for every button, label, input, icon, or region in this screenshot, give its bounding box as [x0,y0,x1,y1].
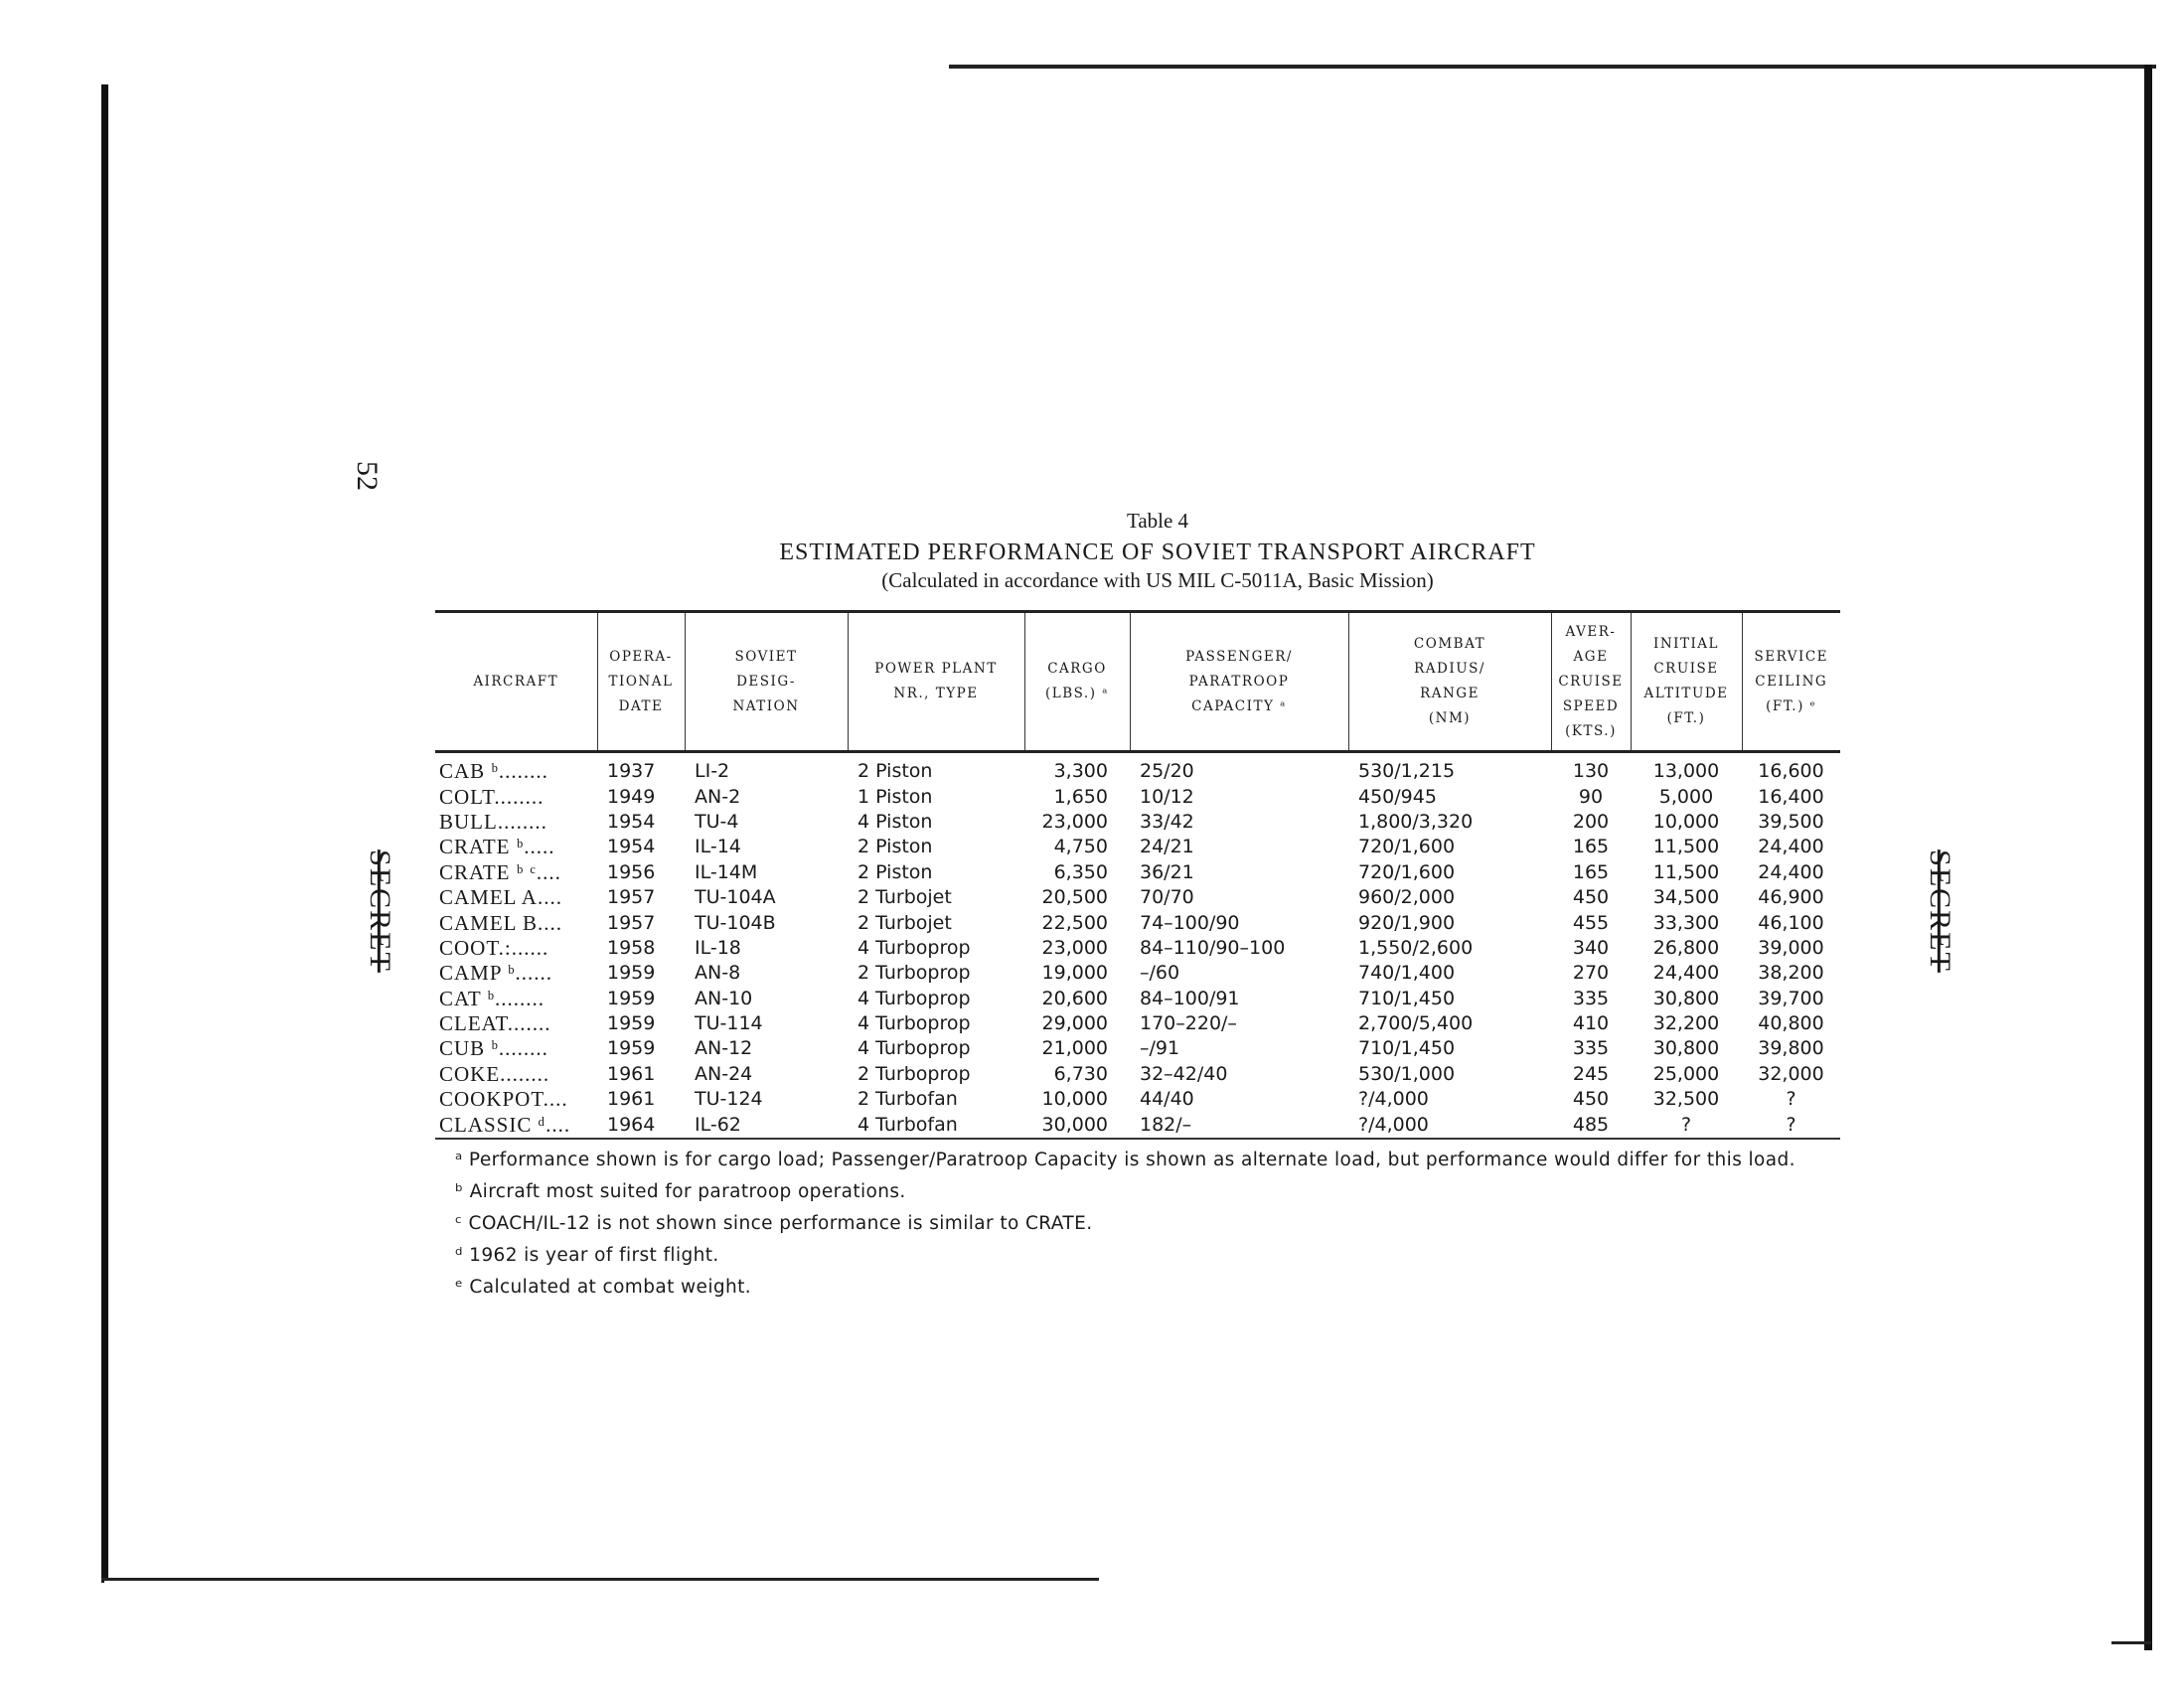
table-cell: 165 [1572,860,1610,883]
table-cell: TU-4 [695,810,739,833]
table-cell: ? [1631,1112,1742,1138]
table-cell: 710/1,450 [1358,987,1456,1009]
table-cell: 4 Turboprop [858,1012,971,1035]
table-row [435,784,1840,809]
footnote: ᵇ Aircraft most suited for paratroop operations. [455,1181,906,1202]
table-cell: 410 [1572,1012,1610,1035]
table-cell: 2 Piston [858,860,933,883]
table-cell: 2 Turboprop [858,1062,971,1085]
table-cell: 450 [1572,1088,1610,1111]
page-frame-bottom [101,1578,1099,1581]
table-cell: TU-104A [695,886,776,909]
table-cell: 1,800/3,320 [1358,810,1474,833]
table-title-block [696,509,1620,593]
table-cell: AN-2 [695,785,741,808]
table-cell: 450 [1572,886,1610,909]
table-cell: AN-8 [695,962,741,985]
table-cell: 1956 [607,860,656,883]
table-cell: –/60 [1140,962,1180,985]
table-cell: 1958 [607,936,656,959]
table-cell: CAMEL B.... [439,910,562,935]
table-cell: 20,600 [1041,987,1108,1009]
page-frame-bottom-right [2111,1641,2151,1644]
table-cell: TU-104B [695,911,776,934]
table-cell: 34,500 [1652,886,1720,909]
table-cell: 720/1,600 [1358,836,1456,858]
classification-marking-left: SECRET [363,849,396,973]
table-cell: CAMP ᵇ...... [439,961,552,986]
table-cell: 23,000 [1041,810,1108,833]
table-cell: ? [1742,1112,1840,1138]
table-cell: 22,500 [1041,911,1108,934]
table-cell: 25,000 [1652,1062,1720,1085]
table-cell: 46,900 [1758,886,1824,909]
table-row [435,860,1840,885]
table-cell: 24,400 [1758,836,1824,858]
table-row [435,1062,1840,1087]
table-cell: CRATE ᵇ..... [439,835,555,859]
table-cell: 1954 [607,810,656,833]
table-cell: LI-2 [695,760,730,783]
table-cell: IL-18 [695,936,741,959]
table-cell: 39,500 [1758,810,1824,833]
column-header: COMBAT RADIUS/ RANGE (NM) [1348,612,1551,752]
table-cell: 1959 [607,987,656,1009]
table-cell: 16,600 [1758,760,1824,783]
table-cell: 450/945 [1358,785,1437,808]
table-cell: 5,000 [1658,785,1714,808]
classification-marking-right: SECRET [1923,849,1956,973]
table-cell: COOKPOT.... [439,1087,568,1112]
table-cell: 19,000 [1041,962,1108,985]
table-cell: CAT ᵇ........ [439,986,546,1010]
table-cell: 1949 [607,785,656,808]
table-cell: 455 [1572,911,1610,934]
table-cell: 46,100 [1758,911,1824,934]
table-cell: 13,000 [1652,760,1720,783]
table-cell: 11,500 [1652,836,1720,858]
table-row [435,1087,1840,1112]
table-cell: 270 [1572,962,1610,985]
table-cell: 30,000 [1024,1112,1130,1138]
table-cell: 39,000 [1758,936,1824,959]
table-cell: 2 Piston [858,836,933,858]
performance-table [435,610,1840,1140]
table-cell: 530/1,000 [1358,1062,1456,1085]
table-cell: 20,500 [1041,886,1108,909]
table-cell: 1957 [607,911,656,934]
table-cell: 4 Turboprop [858,1037,971,1060]
column-header: POWER PLANT NR., TYPE [848,612,1024,752]
table-cell: 10,000 [1041,1088,1108,1111]
table-header-row [435,612,1840,752]
table-cell: 4,750 [1053,836,1108,858]
table-cell: 84–100/91 [1140,987,1240,1009]
table-row [435,1011,1840,1036]
table-cell: AN-24 [695,1062,753,1085]
table-cell: 1957 [607,886,656,909]
table-cell: 4 Turboprop [858,987,971,1009]
table-cell: 4 Turbofan [848,1112,1024,1138]
table-cell: 90 [1578,785,1604,808]
table-cell: 2 Turbofan [858,1088,958,1111]
table-cell: 1959 [607,1012,656,1035]
table-cell: 44/40 [1140,1088,1194,1111]
table-cell: 1961 [607,1062,656,1085]
table-cell: 30,800 [1652,1037,1720,1060]
table-cell: 10,000 [1652,810,1720,833]
table-cell: 26,800 [1652,936,1720,959]
table-cell: 21,000 [1041,1037,1108,1060]
table-row [435,810,1840,835]
table-cell: 245 [1572,1062,1610,1085]
table-cell: 29,000 [1041,1012,1108,1035]
table-title: ESTIMATED PERFORMANCE OF SOVIET TRANSPORT AIRCRAFT [779,540,1536,565]
table-cell: 23,000 [1041,936,1108,959]
table-cell: 33,300 [1652,911,1720,934]
table-cell: 32,200 [1652,1012,1720,1035]
table-cell: TU-114 [695,1012,763,1035]
table-cell: 720/1,600 [1358,860,1456,883]
table-cell: 39,700 [1758,987,1824,1009]
table-cell: 1,650 [1053,785,1108,808]
table-cell: CLASSIC ᵈ.... [435,1112,597,1138]
table-row [435,910,1840,935]
table-cell: AN-10 [695,987,753,1009]
table-cell: 170–220/– [1140,1012,1237,1035]
column-header: INITIAL CRUISE ALTITUDE (FT.) [1631,612,1742,752]
table-cell: 1964 [597,1112,685,1138]
footnotes [455,1145,1795,1304]
table-cell: 340 [1572,936,1610,959]
table-cell: 740/1,400 [1358,962,1456,985]
table-cell: 1959 [607,1037,656,1060]
table-cell: 24/21 [1140,836,1194,858]
table-cell: 485 [1551,1112,1631,1138]
table-cell: 2 Piston [858,760,933,783]
table-cell: 335 [1572,987,1610,1009]
table-number: Table 4 [1126,509,1189,533]
table-row [435,835,1840,859]
table-cell: 24,400 [1758,860,1824,883]
table-cell: COKE........ [439,1061,550,1086]
table-cell: AN-12 [695,1037,753,1060]
table-row [435,961,1840,986]
table-row [435,1112,1840,1138]
page-frame-top [949,65,2156,69]
table-cell: 84–110/90–100 [1140,936,1286,959]
table-subtitle: (Calculated in accordance with US MIL C-5011A, Basic Mission) [881,568,1434,592]
table-cell: 200 [1572,810,1610,833]
table-cell: 1954 [607,836,656,858]
table-cell: 3,300 [1053,760,1108,783]
table-cell: 4 Piston [858,810,933,833]
column-header: SERVICE CEILING (FT.) ᵉ [1742,612,1840,752]
table-cell: IL-14M [695,860,758,883]
footnote: ᵉ Calculated at combat weight. [455,1277,752,1298]
table-cell: CRATE ᵇ ᶜ.... [439,859,561,884]
column-header: OPERA- TIONAL DATE [597,612,685,752]
table-cell: 130 [1572,760,1610,783]
table-cell: 1,550/2,600 [1358,936,1474,959]
table-cell: 38,200 [1758,962,1824,985]
table-cell: ? [1786,1088,1796,1111]
table-cell: BULL........ [439,809,547,834]
table-cell: 33/42 [1140,810,1194,833]
column-header: AIRCRAFT [435,612,597,752]
table-cell: 74–100/90 [1140,911,1240,934]
table-cell: TU-124 [695,1088,763,1111]
column-header: PASSENGER/ PARATROOP CAPACITY ᵃ [1130,612,1348,752]
table-cell: 2 Turbojet [858,886,952,909]
table-row [435,987,1840,1011]
column-header: CARGO (LBS.) ᵃ [1024,612,1130,752]
table-cell: 25/20 [1140,760,1194,783]
table-cell: 11,500 [1652,860,1720,883]
table-cell: 6,730 [1053,1062,1108,1085]
table-cell: 165 [1572,836,1610,858]
table-cell: 1961 [607,1088,656,1111]
table-row [435,1036,1840,1061]
table-cell: 960/2,000 [1358,886,1456,909]
table-cell: 1937 [607,760,656,783]
table-cell: 36/21 [1140,860,1194,883]
table-cell: CAB ᵇ........ [439,759,548,784]
table-cell: –/91 [1140,1037,1180,1060]
table-cell: 2 Turboprop [858,962,971,985]
table-cell: 335 [1572,1037,1610,1060]
page-frame-right [2144,65,2152,1650]
table-cell: 1959 [607,962,656,985]
table-cell: 70/70 [1140,886,1194,909]
table-cell: IL-14 [695,836,741,858]
table-cell: 2,700/5,400 [1358,1012,1474,1035]
table-cell: CAMEL A.... [439,885,562,910]
table-cell: CLEAT....... [439,1011,551,1036]
table-cell: 40,800 [1758,1012,1824,1035]
table-row [435,885,1840,910]
table-cell: COOT.:...... [439,935,549,960]
table-cell: 4 Turboprop [858,936,971,959]
table-cell: ?/4,000 [1358,1088,1429,1111]
column-header: SOVIET DESIG- NATION [685,612,848,752]
column-header: AVER- AGE CRUISE SPEED (KTS.) [1551,612,1631,752]
table-row [435,752,1840,785]
table-cell: 30,800 [1652,987,1720,1009]
table-cell: CUB ᵇ........ [439,1036,548,1061]
table-cell: 24,400 [1652,962,1720,985]
table-cell: COLT........ [439,784,545,809]
table-cell: ?/4,000 [1348,1112,1551,1138]
table-cell: 2 Turbojet [858,911,952,934]
table-cell: 1 Piston [858,785,933,808]
table-cell: 32–42/40 [1140,1062,1228,1085]
table-cell: 710/1,450 [1358,1037,1456,1060]
footnote: ᵃ Performance shown is for cargo load; Passenger/Paratroop Capacity is shown as alternate load, but performance would differ for this load. [455,1150,1795,1170]
table-cell: 530/1,215 [1358,760,1456,783]
table-cell: 10/12 [1140,785,1194,808]
table-cell: 39,800 [1758,1037,1824,1060]
page-frame-left [101,84,108,1580]
table-cell: 16,400 [1758,785,1824,808]
table-cell: IL-62 [685,1112,848,1138]
page-number: 52 [351,461,384,491]
table-cell: 6,350 [1053,860,1108,883]
table-row [435,936,1840,961]
footnote: ᶜ COACH/IL-12 is not shown since performance is similar to CRATE. [455,1213,1093,1234]
table-cell: 182/– [1130,1112,1348,1138]
table-cell: 32,500 [1652,1088,1720,1111]
footnote: ᵈ 1962 is year of first flight. [455,1245,719,1266]
table-cell: 32,000 [1758,1062,1824,1085]
table-body [435,752,1840,1139]
table-cell: 920/1,900 [1358,911,1456,934]
